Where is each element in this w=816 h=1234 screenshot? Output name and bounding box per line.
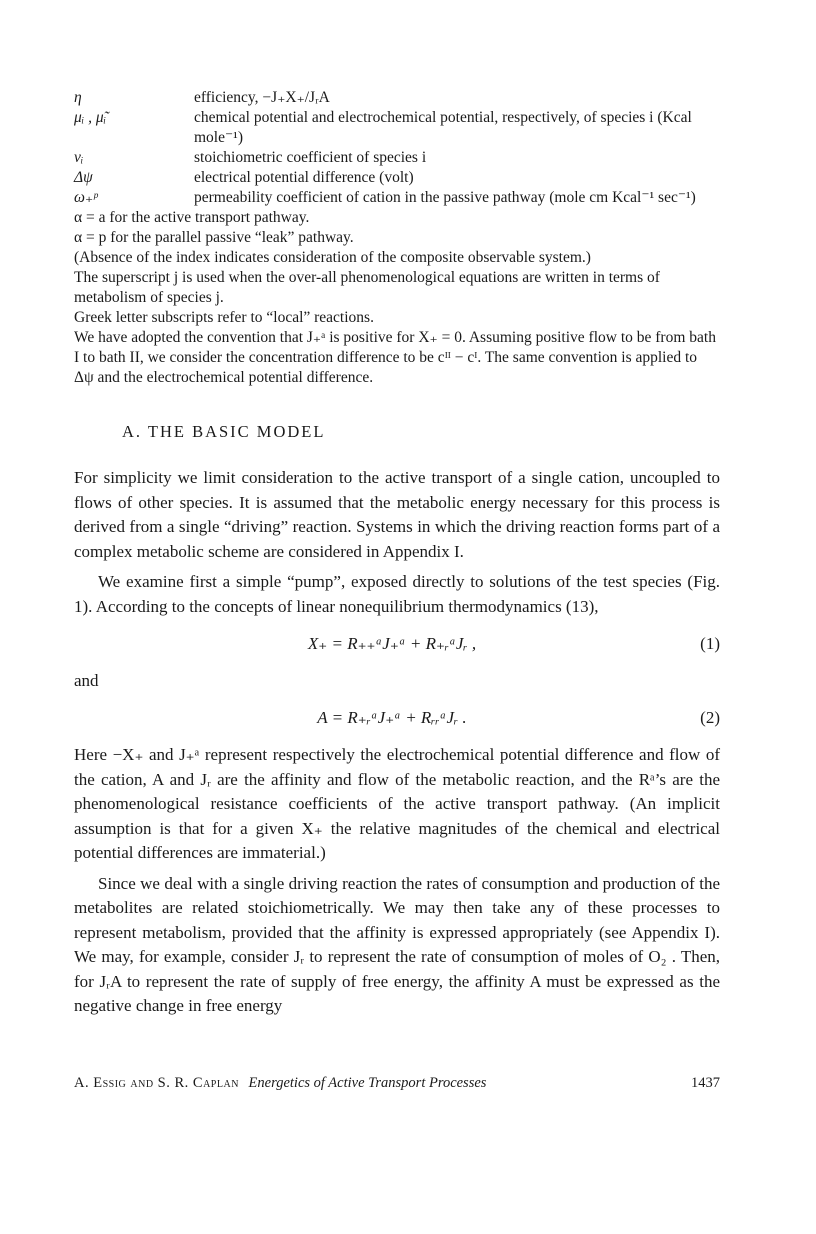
definition-row: [74, 88, 720, 108]
page-content: [74, 88, 720, 1019]
superscript-note: The superscript j is used when the over-all phenomenological equations are written in terms of metabolism of species j.: [74, 269, 660, 306]
equation-number: (1): [700, 634, 720, 653]
page-footer: [74, 1075, 720, 1092]
definition-row: [74, 188, 720, 208]
definition-text: stoichiometric coefficient of species i: [194, 149, 427, 166]
definition-symbol: ω₊ᵖ: [74, 189, 98, 206]
footer-title: Energetics of Active Transport Processes: [248, 1075, 487, 1091]
footer-authors: A. Essig and S. R. Caplan: [74, 1075, 239, 1091]
definition-text: efficiency, −J₊X₊/JᵣA: [194, 89, 330, 106]
definition-symbol: νᵢ: [74, 149, 84, 166]
index-note: α = p for the parallel passive “leak” pathway.: [74, 229, 354, 246]
connector-text: and: [74, 671, 99, 690]
nomenclature-list: [74, 88, 720, 208]
paragraph: Here −X₊ and J₊ᵃ represent respectively the electrochemical potential difference and flow of the cation, A and Jᵣ are the affinity and flow of the metabolic reaction, and the Rᵃ’s are the phenomenological resistance coefficients of the active transport pathway. (An implicit assumption is that for a given X₊ the relative magnitudes of the chemical and electrical potential differences are immaterial.): [74, 745, 720, 862]
equation-expression: A = R₊ᵣᵃJ₊ᵃ + RᵣᵣᵃJᵣ .: [317, 708, 467, 727]
definition-symbol: η: [74, 89, 82, 106]
equation-number: (2): [700, 708, 720, 727]
definition-text: chemical potential and electrochemical potential, respectively, of species i (Kcal mole⁻¹): [194, 109, 692, 146]
definition-symbol: μᵢ , μ̃ᵢ: [74, 109, 107, 126]
definition-row: [74, 168, 720, 188]
index-note: (Absence of the index indicates consideration of the composite observable system.): [74, 249, 591, 266]
running-footer: [74, 1075, 486, 1092]
page-number: 1437: [691, 1075, 720, 1091]
equation-expression: X₊ = R₊₊ᵃJ₊ᵃ + R₊ᵣᵃJᵣ ,: [307, 634, 477, 653]
section-heading: A. THE BASIC MODEL: [122, 422, 326, 441]
definition-row: [74, 108, 720, 148]
sign-convention-note: We have adopted the convention that J₊ᵃ is positive for X₊ = 0. Assuming positive flow to be from bath I to bath II, we consider the concentration difference to be cᴵᴵ − cᴵ. The same convention is applied to Δψ and the electrochemical potential difference.: [74, 329, 716, 386]
paragraph: Since we deal with a single driving reaction the rates of consumption and production of the metabolites are related stoichiometrically. We may then take any of these processes to represent metabolism, provided that the affinity is expressed appropriately (see Appendix I). We may, for example, consider Jᵣ to represent the rate of consumption of moles of O₂ . Then, for JᵣA to represent the rate of supply of free energy, the affinity A must be expressed as the negative change in free energy: [74, 873, 720, 1015]
equation: [74, 693, 720, 743]
equation: [74, 619, 720, 669]
definition-row: [74, 148, 720, 168]
subscript-note: Greek letter subscripts refer to “local” reactions.: [74, 309, 374, 326]
paragraph: We examine first a simple “pump”, exposed directly to solutions of the test species (Fig. 1). According to the concepts of linear nonequilibrium thermodynamics (13),: [74, 572, 720, 616]
definition-text: permeability coefficient of cation in the passive pathway (mole cm Kcal⁻¹ sec⁻¹): [194, 189, 696, 206]
paragraph: For simplicity we limit consideration to the active transport of a single cation, uncoupled to flows of other species. It is assumed that the metabolic energy necessary for this process is derived from a single “driving” reaction. Systems in which the driving reaction forms part of a complex metabolic scheme are considered in Appendix I.: [74, 468, 720, 561]
index-note: α = a for the active transport pathway.: [74, 209, 310, 226]
definition-text: electrical potential difference (volt): [194, 169, 414, 186]
definition-symbol: Δψ: [74, 169, 93, 186]
